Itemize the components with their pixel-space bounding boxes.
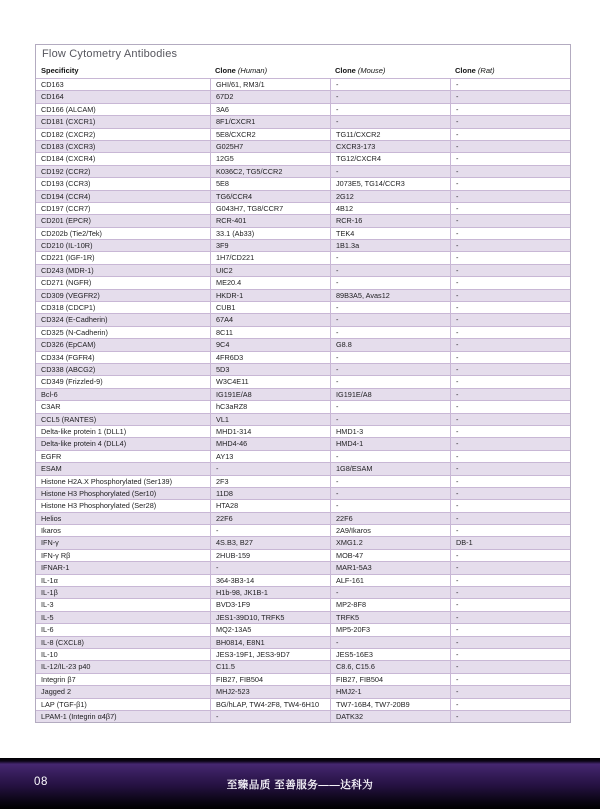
- specificity-cell: CD309 (VEGFR2): [41, 290, 100, 300]
- specificity-cell: CD243 (MDR-1): [41, 265, 94, 275]
- clone-cell: W3C4E11: [210, 376, 330, 387]
- specificity-cell: CD163: [41, 80, 64, 89]
- clone-cell: 4S.B3, B27: [210, 537, 330, 548]
- column-header-clone-mouse: Clone (Mouse): [335, 66, 386, 75]
- clone-cell: UIC2: [210, 265, 330, 276]
- clone-cell: -: [330, 352, 450, 363]
- clone-cell: 3F9: [210, 240, 330, 251]
- column-header-clone-rat: Clone (Rat): [455, 66, 495, 75]
- clone-cell: -: [330, 252, 450, 263]
- table-row: [36, 524, 570, 536]
- clone-cell: -: [450, 711, 570, 722]
- clone-cell: 22F6: [210, 513, 330, 524]
- clone-cell: -: [450, 562, 570, 573]
- clone-cell: -: [450, 401, 570, 412]
- table-row: [36, 512, 570, 524]
- clone-cell: -: [450, 215, 570, 226]
- clone-cell: -: [450, 327, 570, 338]
- table-row: [36, 598, 570, 610]
- clone-cell: -: [450, 426, 570, 437]
- table-row: [36, 78, 570, 90]
- clone-cell: RCR-16: [330, 215, 450, 226]
- clone-cell: 11D8: [210, 488, 330, 499]
- table-row: [36, 152, 570, 164]
- table-row: [36, 574, 570, 586]
- table-body: [36, 78, 570, 722]
- clone-cell: HMD1-3: [330, 426, 450, 437]
- table-header-row: [36, 63, 570, 78]
- clone-cell: -: [210, 463, 330, 474]
- clone-cell: -: [210, 525, 330, 536]
- specificity-cell: Ikaros: [41, 526, 61, 536]
- flow-cytometry-antibodies-table: [35, 44, 571, 723]
- clone-cell: -: [450, 389, 570, 400]
- clone-cell: CXCR3-173: [330, 141, 450, 152]
- clone-cell: K036C2, TG5/CCR2: [210, 166, 330, 177]
- table-row: [36, 128, 570, 140]
- specificity-cell: CD202b (Tie2/Tek): [41, 228, 102, 238]
- table-row: [36, 140, 570, 152]
- clone-cell: MP2-8F8: [330, 599, 450, 610]
- clone-cell: VL1: [210, 414, 330, 425]
- clone-cell: 4FR6D3: [210, 352, 330, 363]
- table-row: [36, 437, 570, 449]
- clone-cell: C11.5: [210, 661, 330, 672]
- specificity-cell: LAP (TGF-β1): [41, 699, 87, 709]
- specificity-cell: CD184 (CXCR4): [41, 154, 96, 164]
- clone-cell: 1H7/CD221: [210, 252, 330, 263]
- specificity-cell: Helios: [41, 513, 62, 523]
- specificity-cell: CD194 (CCR4): [41, 191, 91, 201]
- clone-cell: -: [450, 649, 570, 660]
- table-row: [36, 338, 570, 350]
- clone-cell: -: [330, 327, 450, 338]
- clone-cell: 9C4: [210, 339, 330, 350]
- clone-cell: -: [450, 290, 570, 301]
- clone-cell: -: [450, 141, 570, 152]
- table-row: [36, 648, 570, 660]
- table-row: [36, 239, 570, 251]
- clone-cell: 12G5: [210, 153, 330, 164]
- clone-cell: IG191E/A8: [210, 389, 330, 400]
- table-row: [36, 202, 570, 214]
- specificity-cell: CD221 (IGF-1R): [41, 253, 95, 263]
- clone-cell: -: [330, 637, 450, 648]
- table-row: [36, 623, 570, 635]
- specificity-cell: IL-1α: [41, 575, 58, 585]
- clone-cell: -: [450, 438, 570, 449]
- specificity-cell: CD193 (CCR3): [41, 179, 91, 189]
- specificity-cell: CD182 (CXCR2): [41, 129, 96, 139]
- clone-cell: G043H7, TG8/CCR7: [210, 203, 330, 214]
- specificity-cell: Bcl-6: [41, 389, 58, 399]
- clone-cell: TG6/CCR4: [210, 191, 330, 202]
- clone-cell: -: [330, 451, 450, 462]
- specificity-cell: IL-6: [41, 625, 54, 635]
- table-row: [36, 549, 570, 561]
- clone-cell: BG/hLAP, TW4-2F8, TW4-6H10: [210, 699, 330, 710]
- column-header-clone-human: Clone (Human): [215, 66, 268, 75]
- specificity-cell: CD181 (CXCR1): [41, 117, 96, 127]
- clone-cell: MHJ2-523: [210, 686, 330, 697]
- specificity-cell: Histone H3 Phosphorylated (Ser10): [41, 488, 157, 498]
- clone-cell: -: [450, 599, 570, 610]
- table-row: [36, 313, 570, 325]
- clone-cell: -: [450, 339, 570, 350]
- clone-cell: -: [330, 476, 450, 487]
- clone-cell: -: [450, 376, 570, 387]
- table-row: [36, 462, 570, 474]
- specificity-cell: CD325 (N-Cadherin): [41, 327, 108, 337]
- specificity-cell: IFNAR-1: [41, 563, 70, 573]
- specificity-cell: EGFR: [41, 451, 62, 461]
- table-row: [36, 115, 570, 127]
- specificity-cell: CD324 (E-Cadherin): [41, 315, 108, 325]
- clone-cell: MP5-20F3: [330, 624, 450, 635]
- clone-cell: 2A9/Ikaros: [330, 525, 450, 536]
- clone-cell: -: [330, 277, 450, 288]
- clone-cell: JES1-39D10, TRFK5: [210, 612, 330, 623]
- table-row: [36, 400, 570, 412]
- clone-cell: MQ2-13A5: [210, 624, 330, 635]
- page-number: 08: [34, 776, 48, 788]
- clone-cell: 5D3: [210, 364, 330, 375]
- clone-cell: -: [330, 364, 450, 375]
- clone-cell: -: [450, 674, 570, 685]
- clone-cell: -: [450, 451, 570, 462]
- clone-cell: -: [450, 414, 570, 425]
- table-row: [36, 561, 570, 573]
- clone-cell: IG191E/A8: [330, 389, 450, 400]
- clone-cell: -: [450, 612, 570, 623]
- clone-cell: 67A4: [210, 314, 330, 325]
- clone-cell: BH0814, E8N1: [210, 637, 330, 648]
- table-row: [36, 90, 570, 102]
- clone-cell: 22F6: [330, 513, 450, 524]
- table-row: [36, 264, 570, 276]
- clone-cell: 4B12: [330, 203, 450, 214]
- clone-cell: -: [330, 91, 450, 102]
- clone-cell: -: [450, 587, 570, 598]
- clone-cell: -: [450, 500, 570, 511]
- clone-cell: -: [450, 550, 570, 561]
- table-row: [36, 177, 570, 189]
- table-title: Flow Cytometry Antibodies: [42, 48, 178, 60]
- specificity-cell: CD183 (CXCR3): [41, 141, 96, 151]
- clone-cell: -: [330, 488, 450, 499]
- table-row: [36, 413, 570, 425]
- clone-cell: J073E5, TG14/CCR3: [330, 178, 450, 189]
- table-row: [36, 586, 570, 598]
- specificity-cell: IL-12/IL-23 p40: [41, 662, 91, 672]
- clone-cell: HMD4-1: [330, 438, 450, 449]
- clone-cell: -: [450, 314, 570, 325]
- specificity-cell: IL-8 (CXCL8): [41, 637, 84, 647]
- clone-cell: RCR-401: [210, 215, 330, 226]
- clone-cell: -: [450, 488, 570, 499]
- footer-bar: [0, 758, 600, 809]
- clone-cell: G8.8: [330, 339, 450, 350]
- specificity-cell: CD164: [41, 92, 64, 102]
- table-row: [36, 165, 570, 177]
- clone-cell: 33.1 (Ab33): [210, 228, 330, 239]
- table-row: [36, 276, 570, 288]
- clone-cell: TG12/CXCR4: [330, 153, 450, 164]
- specificity-cell: CD210 (IL-10R): [41, 241, 93, 251]
- specificity-cell: CD197 (CCR7): [41, 203, 91, 213]
- table-row: [36, 685, 570, 697]
- clone-cell: -: [330, 79, 450, 90]
- clone-cell: 8C11: [210, 327, 330, 338]
- clone-cell: 5E8/CXCR2: [210, 129, 330, 140]
- specificity-cell: IL-5: [41, 612, 54, 622]
- specificity-cell: ESAM: [41, 464, 62, 474]
- clone-cell: -: [450, 116, 570, 127]
- clone-cell: -: [450, 91, 570, 102]
- table-row: [36, 103, 570, 115]
- specificity-cell: Delta-like protein 4 (DLL4): [41, 439, 127, 449]
- clone-cell: G025H7: [210, 141, 330, 152]
- clone-cell: 8F1/CXCR1: [210, 116, 330, 127]
- clone-cell: -: [450, 166, 570, 177]
- clone-cell: 3A6: [210, 104, 330, 115]
- clone-cell: TG11/CXCR2: [330, 129, 450, 140]
- table-row: [36, 251, 570, 263]
- clone-cell: AY13: [210, 451, 330, 462]
- clone-cell: XMG1.2: [330, 537, 450, 548]
- table-row: [36, 388, 570, 400]
- clone-cell: MAR1-5A3: [330, 562, 450, 573]
- specificity-cell: IL-3: [41, 600, 54, 610]
- clone-cell: -: [450, 129, 570, 140]
- clone-cell: -: [210, 562, 330, 573]
- clone-cell: 1B1.3a: [330, 240, 450, 251]
- clone-cell: -: [450, 252, 570, 263]
- clone-cell: -: [450, 228, 570, 239]
- clone-cell: MHD4-46: [210, 438, 330, 449]
- clone-cell: HKDR-1: [210, 290, 330, 301]
- clone-cell: JES3-19F1, JES3-9D7: [210, 649, 330, 660]
- specificity-cell: LPAM-1 (Integrin α4β7): [41, 711, 117, 721]
- specificity-cell: CD192 (CCR2): [41, 166, 91, 176]
- clone-cell: -: [450, 525, 570, 536]
- table-row: [36, 499, 570, 511]
- clone-cell: GHI/61, RM3/1: [210, 79, 330, 90]
- table-row: [36, 301, 570, 313]
- clone-cell: hC3aRZ8: [210, 401, 330, 412]
- specificity-cell: CCL5 (RANTES): [41, 414, 97, 424]
- table-row: [36, 536, 570, 548]
- clone-cell: -: [450, 513, 570, 524]
- clone-cell: -: [330, 401, 450, 412]
- table-row: [36, 660, 570, 672]
- table-row: [36, 351, 570, 363]
- clone-cell: -: [450, 575, 570, 586]
- clone-cell: -: [450, 79, 570, 90]
- table-row: [36, 375, 570, 387]
- table-row: [36, 673, 570, 685]
- specificity-cell: CD326 (EpCAM): [41, 340, 96, 350]
- clone-cell: -: [330, 166, 450, 177]
- clone-cell: DATK32: [330, 711, 450, 722]
- clone-cell: BVD3-1F9: [210, 599, 330, 610]
- table-row: [36, 698, 570, 710]
- table-row: [36, 326, 570, 338]
- table-row: [36, 710, 570, 722]
- clone-cell: -: [450, 302, 570, 313]
- clone-cell: -: [450, 277, 570, 288]
- clone-cell: 2G12: [330, 191, 450, 202]
- clone-cell: 89B3A5, Avas12: [330, 290, 450, 301]
- table-row: [36, 450, 570, 462]
- specificity-cell: IFN-γ: [41, 538, 59, 548]
- clone-cell: -: [330, 265, 450, 276]
- clone-cell: 67D2: [210, 91, 330, 102]
- clone-cell: FIB27, FIB504: [210, 674, 330, 685]
- clone-cell: 1G8/ESAM: [330, 463, 450, 474]
- clone-cell: -: [450, 191, 570, 202]
- clone-cell: -: [450, 661, 570, 672]
- clone-cell: -: [450, 178, 570, 189]
- specificity-cell: IL-1β: [41, 588, 58, 598]
- table-row: [36, 487, 570, 499]
- clone-cell: FIB27, FIB504: [330, 674, 450, 685]
- clone-cell: -: [450, 265, 570, 276]
- column-header-specificity: Specificity: [41, 66, 79, 75]
- specificity-cell: Histone H2A.X Phosphorylated (Ser139): [41, 476, 173, 486]
- specificity-cell: Delta-like protein 1 (DLL1): [41, 426, 127, 436]
- specificity-cell: CD338 (ABCG2): [41, 364, 96, 374]
- specificity-cell: CD318 (CDCP1): [41, 303, 96, 313]
- specificity-cell: Jagged 2: [41, 687, 72, 697]
- table-row: [36, 611, 570, 623]
- clone-cell: HMJ2-1: [330, 686, 450, 697]
- clone-cell: TRFK5: [330, 612, 450, 623]
- clone-cell: -: [450, 637, 570, 648]
- clone-cell: -: [330, 116, 450, 127]
- clone-cell: -: [450, 463, 570, 474]
- clone-cell: MOB-47: [330, 550, 450, 561]
- clone-cell: -: [450, 624, 570, 635]
- clone-cell: 2HUB-159: [210, 550, 330, 561]
- specificity-cell: CD334 (FGFR4): [41, 352, 95, 362]
- clone-cell: DB-1: [450, 537, 570, 548]
- table-row: [36, 425, 570, 437]
- clone-cell: -: [330, 314, 450, 325]
- clone-cell: CUB1: [210, 302, 330, 313]
- specificity-cell: IFN-γ Rβ: [41, 550, 71, 560]
- clone-cell: -: [450, 699, 570, 710]
- clone-cell: TW7-16B4, TW7-20B9: [330, 699, 450, 710]
- table-row: [36, 475, 570, 487]
- specificity-cell: C3AR: [41, 402, 61, 412]
- specificity-cell: CD166 (ALCAM): [41, 104, 96, 114]
- clone-cell: -: [210, 711, 330, 722]
- clone-cell: ME20.4: [210, 277, 330, 288]
- clone-cell: H1b-98, JK1B-1: [210, 587, 330, 598]
- clone-cell: MHD1-314: [210, 426, 330, 437]
- clone-cell: 5E8: [210, 178, 330, 189]
- clone-cell: -: [450, 203, 570, 214]
- clone-cell: -: [450, 686, 570, 697]
- table-row: [36, 636, 570, 648]
- clone-cell: -: [330, 587, 450, 598]
- footer-slogan: 至臻品质 至善服务——达科为: [226, 779, 374, 791]
- clone-cell: -: [450, 364, 570, 375]
- clone-cell: HTA28: [210, 500, 330, 511]
- specificity-cell: Histone H3 Phosphorylated (Ser28): [41, 501, 157, 511]
- clone-cell: -: [330, 414, 450, 425]
- table-row: [36, 190, 570, 202]
- clone-cell: ALF-161: [330, 575, 450, 586]
- clone-cell: -: [450, 352, 570, 363]
- clone-cell: TEK4: [330, 228, 450, 239]
- table-row: [36, 214, 570, 226]
- table-row: [36, 289, 570, 301]
- specificity-cell: Integrin β7: [41, 674, 76, 684]
- clone-cell: -: [450, 153, 570, 164]
- clone-cell: JES5-16E3: [330, 649, 450, 660]
- table-row: [36, 227, 570, 239]
- clone-cell: 2F3: [210, 476, 330, 487]
- specificity-cell: CD201 (EPCR): [41, 216, 91, 226]
- clone-cell: C8.6, C15.6: [330, 661, 450, 672]
- clone-cell: -: [330, 500, 450, 511]
- clone-cell: -: [330, 104, 450, 115]
- specificity-cell: CD271 (NGFR): [41, 278, 92, 288]
- clone-cell: -: [330, 376, 450, 387]
- specificity-cell: CD349 (Frizzled-9): [41, 377, 103, 387]
- specificity-cell: IL-10: [41, 649, 58, 659]
- clone-cell: 364-3B3-14: [210, 575, 330, 586]
- clone-cell: -: [450, 476, 570, 487]
- clone-cell: -: [450, 104, 570, 115]
- table-row: [36, 363, 570, 375]
- clone-cell: -: [330, 302, 450, 313]
- clone-cell: -: [450, 240, 570, 251]
